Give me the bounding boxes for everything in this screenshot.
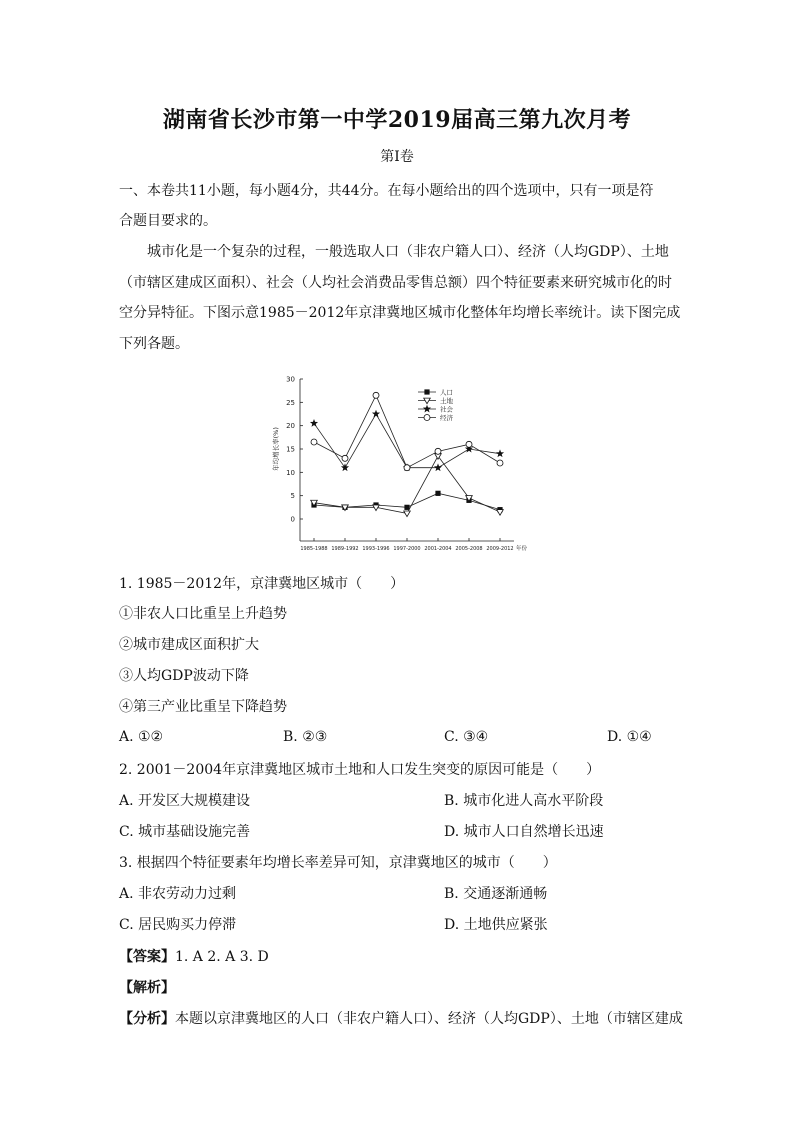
q1-option-d: D. ①④ — [607, 729, 652, 745]
analysis-heading: 【解析】 — [119, 980, 175, 996]
point-triangle — [404, 511, 411, 517]
point-star — [423, 405, 431, 413]
analysis-line — [119, 1008, 683, 1028]
y-tick-label: 15 — [286, 445, 295, 454]
x-axis-label: 年份 — [516, 546, 528, 552]
y-tick-label: 0 — [290, 515, 295, 524]
q3-option-c: C. 居民购买力停滞 — [119, 917, 237, 933]
y-tick-label: 10 — [286, 468, 295, 477]
analysis-text: 本题以京津冀地区的人口（非农户籍人口）、经济（人均GDP）、土地（市辖区建成 — [175, 1011, 683, 1027]
y-tick-label: 25 — [286, 398, 295, 407]
q1-option-b: B. ②③ — [283, 729, 328, 745]
q1-stem: 1. 1985－2012年，京津冀地区城市（ ） — [119, 576, 405, 592]
q1-option-c: C. ③④ — [444, 729, 489, 745]
passage-line-4: 下列各题。 — [119, 336, 189, 352]
q2-option-c: C. 城市基础设施完善 — [119, 824, 251, 840]
q3-option-a: A. 非农劳动力过剩 — [119, 886, 237, 902]
point-star — [496, 449, 504, 457]
q2-stem: 2. 2001－2004年京津冀地区城市土地和人口发生突变的原因可能是（ ） — [119, 762, 601, 778]
y-tick-label: 5 — [290, 492, 295, 501]
point-star — [341, 463, 349, 471]
passage-line-3: 空分异特征。下图示意1985－2012年京津冀地区城市化整体年均增长率统计。读下图完成 — [119, 305, 681, 321]
legend-entry: 土地 — [440, 397, 453, 405]
q2-option-a: A. 开发区大规模建设 — [119, 793, 251, 809]
x-tick-label: 1993-1996 — [362, 546, 390, 552]
q1-statement-2: ②城市建成区面积扩大 — [119, 637, 259, 653]
q1-statement-3: ③人均GDP波动下降 — [119, 668, 249, 684]
point-square — [424, 389, 429, 394]
q1-statement-1: ①非农人口比重呈上升趋势 — [119, 606, 287, 622]
point-circle — [311, 439, 317, 445]
point-triangle — [497, 510, 504, 516]
legend-entry: 经济 — [440, 414, 453, 422]
q1-statement-4: ④第三产业比重呈下降趋势 — [119, 699, 287, 715]
point-triangle — [424, 398, 431, 404]
passage-line-2: （市辖区建成区面积）、社会（人均社会消费品零售总额）四个特征要素来研究城市化的时 — [119, 275, 672, 291]
point-circle — [435, 448, 441, 454]
point-circle — [373, 392, 379, 398]
passage-line-1: 城市化是一个复杂的过程，一般选取人口（非农户籍人口）、经济（人均GDP）、土地 — [147, 244, 669, 260]
x-tick-label: 1985-1988 — [300, 546, 328, 552]
point-circle — [342, 455, 348, 461]
y-tick-label: 20 — [286, 422, 295, 431]
x-tick-label: 1997-2000 — [393, 546, 421, 552]
y-tick-label: 30 — [286, 375, 295, 384]
answer-label: 【答案】 — [119, 949, 175, 965]
legend-entry: 社会 — [440, 405, 453, 414]
legend-entry: 人口 — [440, 388, 453, 397]
legend — [418, 388, 454, 423]
analysis-label: 【分析】 — [119, 1011, 175, 1027]
point-star — [310, 419, 318, 427]
q2-option-d: D. 城市人口自然增长迅速 — [444, 824, 604, 840]
point-square — [404, 505, 409, 510]
point-star — [434, 463, 442, 471]
q3-stem: 3. 根据四个特征要素年均增长率差异可知，京津冀地区的城市（ ） — [119, 855, 557, 871]
answer-line — [119, 946, 269, 966]
page-title: 湖南省长沙市第一中学2019届高三第九次月考 — [162, 107, 632, 133]
answer-text: 1. A 2. A 3. D — [175, 949, 269, 965]
q1-option-a: A. ①② — [119, 729, 164, 745]
series-line — [314, 395, 500, 467]
point-square — [435, 491, 440, 496]
x-tick-label: 2009-2012 — [486, 546, 514, 552]
section-subtitle: 第Ⅰ卷 — [380, 149, 414, 165]
point-star — [372, 410, 380, 418]
series-4 — [311, 392, 503, 470]
instruction-line-2: 合题目要求的。 — [119, 213, 217, 229]
x-tick-label: 1989-1992 — [331, 546, 359, 552]
point-circle — [424, 415, 430, 421]
x-tick-label: 2001-2004 — [424, 546, 452, 552]
point-circle — [466, 441, 472, 447]
growth-rate-chart — [268, 370, 528, 560]
series-3 — [310, 410, 504, 471]
q3-option-d: D. 土地供应紧张 — [444, 917, 548, 933]
point-circle — [497, 460, 503, 466]
q2-option-b: B. 城市化进人高水平阶段 — [444, 793, 604, 809]
series-1 — [311, 491, 502, 513]
point-circle — [404, 465, 410, 471]
x-tick-label: 2005-2008 — [455, 546, 483, 552]
q3-option-b: B. 交通逐渐通畅 — [444, 886, 548, 902]
instruction-line-1: 一、本卷共11小题，每小题4分，共44分。在每小题给出的四个选项中，只有一项是符 — [119, 183, 654, 199]
y-axis-label: 年均增长率(%) — [272, 427, 280, 471]
